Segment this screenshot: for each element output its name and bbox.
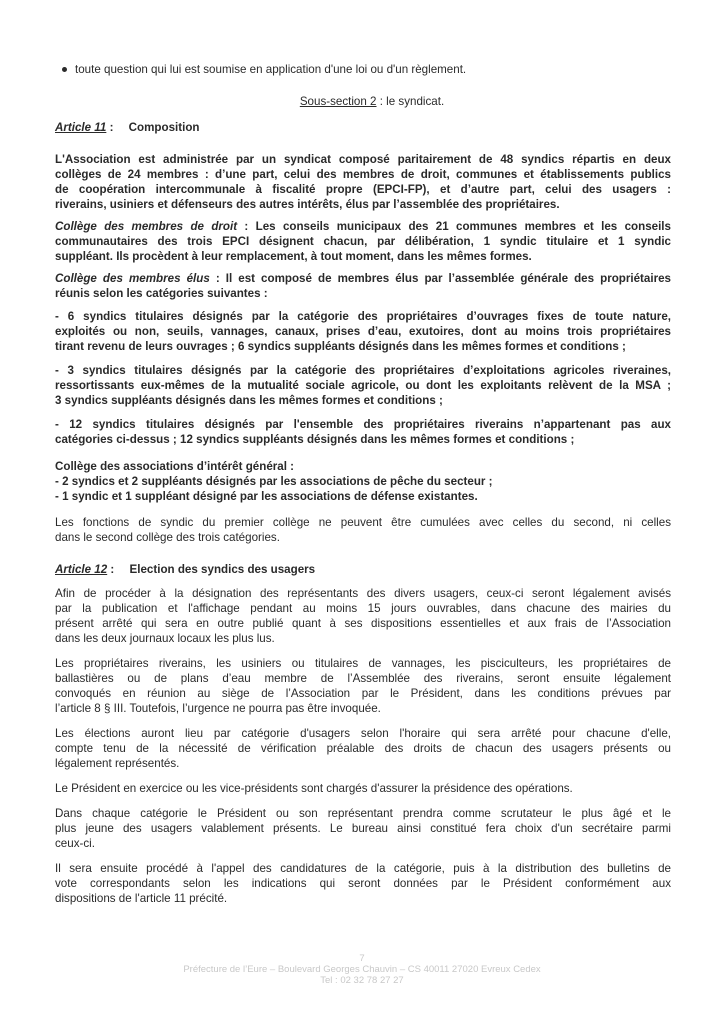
page-number: 7 xyxy=(359,953,365,964)
article-12-p1-line: dans les deux journaux locaux les plus lus. xyxy=(55,632,275,645)
college-droit-text: : Les conseils municipaux des 21 communes membres et les conseils xyxy=(237,220,671,233)
college-elus-label: Collège des membres élus xyxy=(55,272,210,285)
college-elus-line: réunis selon les catégories suivantes : xyxy=(55,287,268,300)
category-2-line: 3 syndics suppléants désignés dans les mêmes formes et conditions ; xyxy=(55,394,443,407)
subsection-label: Sous-section 2 xyxy=(299,95,377,108)
article-12-p3-line: légalement représentés. xyxy=(55,757,180,770)
subsection-title: : le syndicat. xyxy=(376,95,445,108)
college-droit-line: suppléant. Ils procèdent à leur remplacement, à tout moment, dans les mêmes formes. xyxy=(55,250,532,263)
article-12-p4-line: Le Président en exercice ou les vice-présidents sont chargés d'assurer la présidence des opérations. xyxy=(55,782,573,795)
article-12-p5-line: ceux-ci. xyxy=(55,837,95,850)
article-12-p3-line: Les élections auront lieu par catégorie d'usagers selon l'horaire qui sera arrêté pour chacune d'elle, xyxy=(55,727,671,740)
article-12-p2-line: Les propriétaires riverains, les usiniers ou titulaires de vannages, les pisciculteurs, les propriétaires de xyxy=(55,657,671,670)
article-12-p6-line: Il sera ensuite procédé à l'appel des candidatures de la catégorie, puis à la distribution des bulletins de xyxy=(55,862,671,875)
category-1-line: - 6 syndics titulaires désignés par la catégorie des propriétaires d’ouvrages fixes de toute nature, xyxy=(55,310,671,323)
category-2-line: - 3 syndics titulaires désignés par la catégorie des propriétaires d’exploitations agricoles riveraines, xyxy=(55,364,671,377)
college-elus-line xyxy=(55,271,671,286)
article-11-intro-line: collèges de 24 membres : d’une part, celui des membres de droit, communes et établissements publics xyxy=(55,168,671,181)
fonctions-line: dans le second collège des trois catégories. xyxy=(55,531,280,544)
bullet-item: toute question qui lui est soumise en application d'une loi ou d'un règlement. xyxy=(75,63,467,76)
category-3-line: catégories ci-dessus ; 12 syndics suppléants désignés dans les mêmes formes et conditions ; xyxy=(55,433,575,446)
article-11-separator: : xyxy=(106,121,114,134)
article-12-p1-line: présent arrêté qui sera en outre publié quant à ses dispositions essentielles et aux frais de l’Association xyxy=(55,617,671,630)
article-12-p1-line: par la publication et l'affichage pendant au moins 15 jours ouvrables, dans chacune des mairies du xyxy=(55,602,671,615)
footer-address: Préfecture de l’Eure – Boulevard Georges Chauvin – CS 40011 27020 Evreux Cedex xyxy=(183,964,541,975)
college-associations-heading: Collège des associations d’intérêt général : xyxy=(55,460,295,473)
article-12-p2-line: l’article 8 § III. Toutefois, l’urgence ne pourra pas être invoquée. xyxy=(55,702,381,715)
article-12-title: Election des syndics des usagers xyxy=(129,563,316,576)
article-11-title: Composition xyxy=(128,121,200,134)
article-12-p5-line: Dans chaque catégorie le Président ou son représentant prendra comme scrutateur le plus âgé et le xyxy=(55,807,671,820)
article-12-p5-line: plus jeune des usagers valablement présents. Le bureau ainsi constitué fera choix d'un secrétaire parmi xyxy=(55,822,671,835)
article-12-p2-line: convoqués en réunion au siège de l’Association par le Président, dans les conditions prévues par xyxy=(55,687,671,700)
category-3-line: - 12 syndics titulaires désignés par l'ensemble des propriétaires riverains n’appartenant pas aux xyxy=(55,418,671,431)
college-associations-item: - 2 syndics et 2 suppléants désignés par les associations de pêche du secteur ; xyxy=(55,475,493,488)
article-12-separator: : xyxy=(107,563,115,576)
college-elus-text: : Il est composé de membres élus par l’assemblée générale des propriétaires xyxy=(209,272,671,285)
college-droit-line xyxy=(55,219,671,234)
article-12-heading xyxy=(55,562,671,577)
article-12-p6-line: vote correspondants selon les indications qui seront données par le Président conformément aux xyxy=(55,877,671,890)
article-11-heading xyxy=(55,120,671,135)
article-11-intro-line: de coopération intercommunale à fiscalité propre (EPCI-FP), et d’autre part, celui des usagers : xyxy=(55,183,671,196)
college-associations-item: - 1 syndic et 1 suppléant désigné par les associations de défense existantes. xyxy=(55,490,478,503)
category-1-line: tirant revenu de leurs ouvrages ; 6 syndics suppléants désignés dans les mêmes formes et conditions ; xyxy=(55,340,626,353)
category-2-line: ressortissants eux-mêmes de la mutualité sociale agricole, ou dont les exploitants relèvent de la MSA ; xyxy=(55,379,671,392)
article-12-label: Article 12 xyxy=(55,563,108,576)
article-12-p2-line: ballastières ou de plans d’eau membre de l’Assemblée des riverains, seront ensuite légalement xyxy=(55,672,671,685)
category-1-line: exploités ou non, seuils, vannages, canaux, prises d’eau, exutoires, dont au moins trois propriétaires xyxy=(55,325,671,338)
article-11-intro-line: riverains, usiniers et défenseurs des autres intérêts, élus par l’assemblée des propriétaires. xyxy=(55,198,560,211)
article-12-p1-line: Afin de procéder à la désignation des représentants des divers usagers, ceux-ci seront légalement avisés xyxy=(55,587,671,600)
article-12-p3-line: compte tenu de la nécessité de vérification préalable des droits de chacun des usagers présents ou xyxy=(55,742,671,755)
article-11-intro-line: L'Association est administrée par un syndicat composé paritairement de 48 syndics répartis en deux xyxy=(55,153,671,166)
article-11-label: Article 11 xyxy=(55,121,107,134)
college-droit-label: Collège des membres de droit xyxy=(55,220,238,233)
footer-phone: Tel : 02 32 78 27 27 xyxy=(320,975,404,986)
fonctions-line: Les fonctions de syndic du premier collège ne peuvent être cumulées avec celles du second, ni celles xyxy=(55,516,671,529)
college-droit-line: communautaires des trois EPCI désignent chacun, par délibération, 1 syndic titulaire et 1 syndic xyxy=(55,235,671,248)
subsection-heading xyxy=(0,94,724,109)
article-12-p6-line: dispositions de l'article 11 précité. xyxy=(55,892,228,905)
bullet-icon xyxy=(62,67,67,72)
